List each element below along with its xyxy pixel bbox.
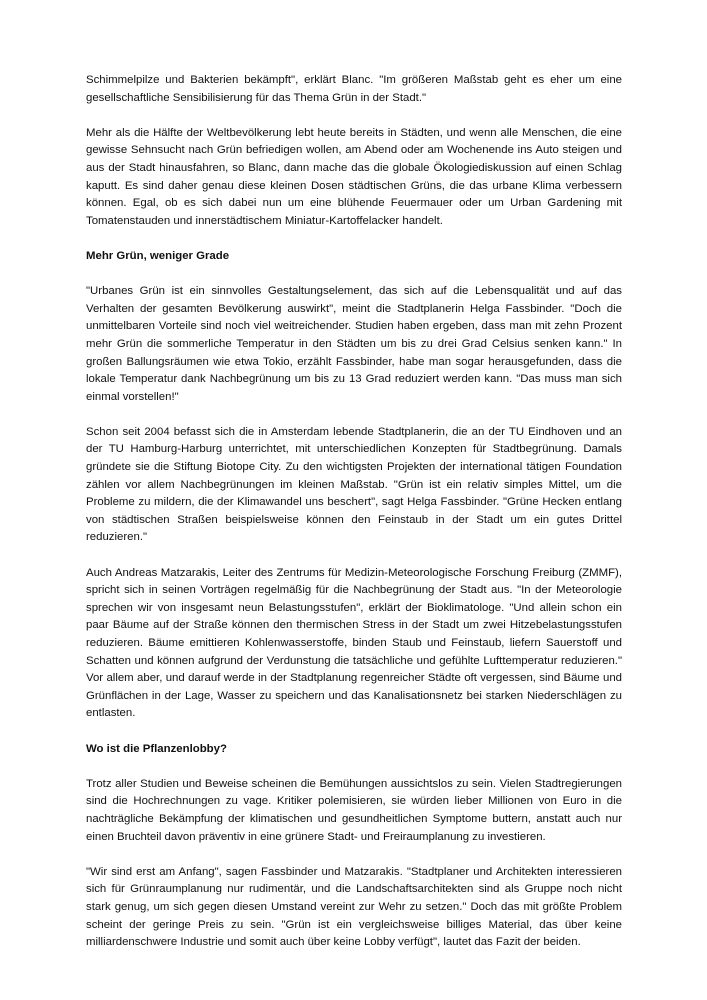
paragraph-continuation: Schimmelpilze und Bakterien bekämpft", erklärt Blanc. "Im größeren Maßstab geht es eher um eine gesellschaftliche Sensibilisierung für das Thema Grün in der Stadt." [86, 74, 622, 104]
paragraph-fassbinder-quote: "Urbanes Grün ist ein sinnvolles Gestaltungselement, das sich auf die Lebensqualität und auf das Verhalten der gesamten Bevölkerung auswirkt", meint die Stadtplanerin Helga Fassbinder. "Doch die unmittelbaren Vorteile sind noch viel weitreichender. Studien haben ergeben, dass man mit zehn Prozent mehr Grün die sommerliche Temperatur in den Städten um bis zu drei Grad Celsius senken kann." In großen Ballungsräumen wie etwa Tokio, erzählt Fassbinder, habe man sogar herausgefunden, dass die lokale Temperatur dank Nachbegrünung um bis zu 13 Grad reduziert werden kann. "Das muss man sich einmal vorstellen!" [86, 285, 622, 403]
paragraph-biotope-city: Schon seit 2004 befasst sich die in Amsterdam lebende Stadtplanerin, die an der TU Eindhoven und an der TU Hamburg-Harburg unterrichtet, mit unterschiedlichen Konzepten für Stadtbegrünung. Damals gründete sie die Stiftung Biotope City. Zu den wichtigsten Projekten der international tätigen Foundation zählen vor allem Nachbegrünungen im kleinen Maßstab. "Grün ist ein relativ simples Mittel, um die Probleme zu mildern, die der Klimawandel uns beschert", sagt Helga Fassbinder. "Grüne Hecken entlang von städtischen Straßen beispielsweise können den Feinstaub in der Stadt um ein gutes Drittel reduzieren." [86, 425, 622, 544]
paragraph-urbanisation: Mehr als die Hälfte der Weltbevölkerung lebt heute bereits in Städten, und wenn alle Menschen, die eine gewisse Sehnsucht nach Grün befriedigen wollen, am Abend oder am Wochenende ins Auto steigen und aus der Stadt hinausfahren, so Blanc, dann mache das die globale Ökologiediskussion auf einen Schlag kaputt. Es sind daher genau diese kleinen Dosen städtischen Grüns, die das urbane Klima verbessern können. Egal, ob es sich dabei nun um eine blühende Feuermauer oder um Urban Gardening mit Tomatenstauden und innerstädtischem Miniatur-Kartoffelacker handelt. [86, 126, 622, 227]
paragraph-studien: Trotz aller Studien und Beweise scheinen die Bemühungen aussichtslos zu sein. Vielen Stadtregierungen sind die Hochrechnungen zu vage. Kritiker polemisieren, sie würden lieber Millionen von Euro in die nachträgliche Bekämpfung der klimatischen und gesundheitlichen Symptome buttern, anstatt auch nur einen Bruchteil davon präventiv in eine grünere Stadt- und Freiraumplanung zu investieren. [86, 777, 622, 843]
document-page [86, 72, 622, 969]
section-heading-mehr-gruen: Mehr Grün, weniger Grade [86, 249, 230, 262]
paragraph-matzarakis: Auch Andreas Matzarakis, Leiter des Zentrums für Medizin-Meteorologische Forschung Freiburg (ZMMF), spricht sich in seinen Vorträgen regelmäßig für die Nachbegrünung der Stadt aus. "In der Meteorologie sprechen wir von insgesamt neun Belastungsstufen", erklärt der Bioklimatologe. "Und allein schon ein paar Bäume auf der Straße können den thermischen Stress in der Stadt um zwei Hitzebelastungsstufen reduzieren. Bäume emittieren Kohlenwasserstoffe, binden Staub und Feinstaub, liefern Sauerstoff und Schatten und können aufgrund der Verdunstung die tatsächliche und gefühlte Lufttemperatur reduzieren." Vor allem aber, und darauf werde in der Stadtplanung regenreicher Städte oft vergessen, sind Bäume und Grünflächen in der Lage, Wasser zu speichern und das Kanalisationsnetz bei starken Niederschlägen zu entlasten. [86, 566, 622, 720]
paragraph-fazit: "Wir sind erst am Anfang", sagen Fassbinder und Matzarakis. "Stadtplaner und Architekten interessieren sich für Grünraumplanung nur rudimentär, und die Landschaftsarchitekten sind als Gruppe noch nicht stark genug, um sich gegen diesen Umstand vereint zur Wehr zu setzen." Doch das mit größte Problem scheint der geringe Preis zu sein. "Grün ist ein vergleichsweise billiges Material, das über keine milliardenschwere Industrie und somit auch über keine Lobby verfügt", lautet das Fazit der beiden. [86, 865, 622, 949]
section-heading-pflanzenlobby: Wo ist die Pflanzenlobby? [86, 742, 227, 755]
